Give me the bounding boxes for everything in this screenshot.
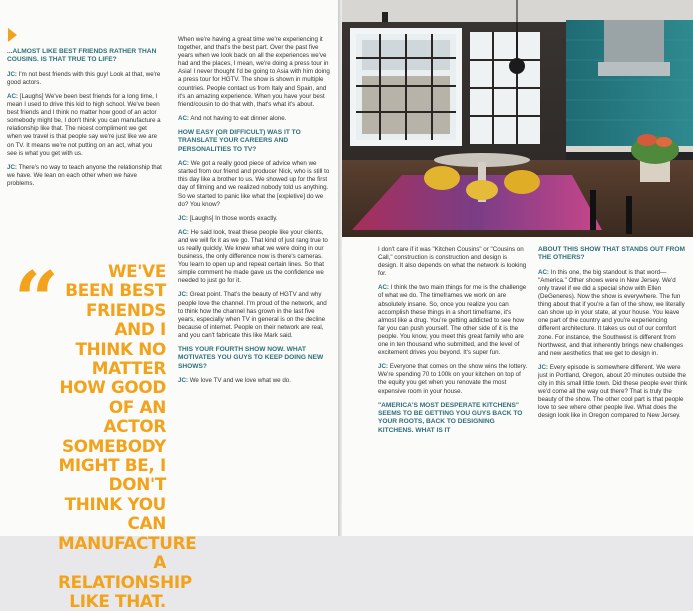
- answer-paragraph: [538, 269, 688, 358]
- speaker-label: AC:: [538, 268, 549, 276]
- answer-paragraph: [178, 229, 330, 286]
- answer-text: Every episode is somewhere different. We were just in Portland, Oregon, about 20 minutes outside the city in this small little town. Did these people ever think we'd come all the way out there? That is truly the beauty of the show. The other cool part is that people love to see where other people live. What does the design look like in Oregon compared to New Jersey.: [538, 363, 688, 420]
- right-page: [342, 0, 693, 536]
- speaker-label: JC:: [178, 214, 188, 222]
- answer-text: We love TV and we love what we do.: [187, 377, 291, 385]
- question-heading: ABOUT THIS SHOW THAT STANDS OUT FROM THE OTHERS?: [538, 246, 686, 262]
- answer-text: There's no way to teach anyone the relationship that we have. We lean on each other when we have problems.: [7, 163, 162, 187]
- speaker-label: JC:: [7, 163, 17, 171]
- answer-text: Great point. That's the beauty of HGTV and why people love the channel. I'm proud of the network, and to think how the channel has grown in the last five years, especially when TV in general is on the decline because of internet. People on their network are real, and you can't fabricate this like Mark said.: [178, 291, 327, 339]
- right-column-1: [378, 246, 528, 441]
- speaker-label: JC:: [538, 363, 548, 371]
- answer-text: We got a really good piece of advice when we started from our friend and producer Nick, who is still to this day like a brother to us. We showed up for the first day of filming and we realized nobody told us anything. So we started to panic like what the [expletive] do we do? You know?: [178, 160, 330, 208]
- speaker-label: AC:: [178, 228, 189, 236]
- answer-text: [Laughs] We've been best friends for a long time, I mean I used to drive this kid to high school. We've been best friends and I think no matter how good of an actor somebody might be, I don't think you can manufacture a relationship like that. The nicest compliment we get when we travel is that people say we're just like we are on TV. It means we're not putting on an act, what you see is what you get with us.: [7, 93, 161, 157]
- body-paragraph: I don't care if it was "Kitchen Cousins" or "Cousins on Call," construction is construction and design is design. It also depends on what the network is looking for.: [378, 246, 527, 278]
- answer-paragraph: [178, 215, 330, 223]
- answer-text: [Laughs] In those words exactly.: [187, 214, 278, 222]
- answer-paragraph: [538, 364, 688, 421]
- answer-text: In this one, the big standout is that word— "America." Other shows were in New Jersey. We'd only travel if we did a special show with Ellen (DeGeneres). Now the show is everywhere. The fun thing about that if you're a fan of the show, we literally can show up in your state, at your house. You leave one part of the country and you're experiencing different architecture. It takes us out of our comfort zone. For instance, the Southwest is different from Northwest, and that inherently brings new challenges and new aesthetics that we get to design in.: [538, 268, 685, 357]
- pull-quote: WE'VE BEEN BEST FRIENDS AND I THINK NO MATTER HOW GOOD OF AN ACTOR SOMEBODY MIGHT BE, I DON'T THINK YOU CAN MANUFACTURE A RELATIONSHIP LIKE THAT.: [58, 261, 197, 611]
- right-column-2: [538, 246, 688, 427]
- question-heading: HOW EASY (OR DIFFICULT) WAS IT TO TRANSLATE YOUR CAREERS AND PERSONALITIES TO TV?: [178, 128, 301, 153]
- question-heading: ...ALMOST LIKE BEST FRIENDS RATHER THAN COUSINS. IS THAT TRUE TO LIFE?: [7, 48, 157, 64]
- left-column-1: [7, 48, 163, 194]
- answer-paragraph: [178, 115, 330, 123]
- section-arrow-icon: [8, 28, 17, 42]
- speaker-label: AC:: [378, 284, 389, 292]
- answer-paragraph: [378, 284, 528, 357]
- left-column-2: [178, 36, 330, 391]
- question-heading: "AMERICA'S MOST DESPERATE KITCHENS" SEEMS TO BE GETTING YOU GUYS BACK TO YOUR ROOTS, BACK TO DESIGNING KITCHENS. WHAT IS IT: [378, 401, 523, 434]
- answer-paragraph: [7, 93, 163, 158]
- kitchen-photo: [342, 0, 693, 237]
- speaker-label: AC:: [7, 93, 18, 100]
- speaker-label: JC:: [178, 377, 188, 385]
- answer-text: He said look, treat these people like your clients, and we will fix it as we go. That kind of just rang true to us really quickly. We knew what we were doing in our business, the only difference now is there's cameras. You learn to open up and repeat certain lines. So that simple comment he made gave us the confidence we needed to just go for it.: [178, 228, 328, 285]
- speaker-label: AC:: [178, 160, 189, 168]
- body-paragraph: When we're having a great time we're experiencing it together, and that's the best part. Over the past five years when we look back on all the experiences we've had and the places, I mean, we're doing a press tour in Asia! I never thought I'd be going to Asia with him doing a press tour for HGTV. The show is shown in multiple countries. People contact us from Italy and Spain, and it's an amazing experience. When you have your best friend/cousin to do that with, that's what it's about.: [178, 36, 330, 108]
- left-page: [0, 0, 338, 611]
- quote-mark-icon: “: [14, 255, 59, 346]
- speaker-label: AC:: [178, 114, 189, 122]
- answer-paragraph: [178, 377, 330, 385]
- answer-text: I think the two main things for me is the challenge of what we do. The timeframes we work on are absolutely insane. So, once you realize you can accomplish these things in a short timeframe, it's almost like a drug. You're getting addicted to see how far you can push yourself. The other side of it is the people. You know, you meet this great family who are one in ten thousand who submitted, and the level of excitement drives you beyond. It's super fun.: [378, 284, 527, 357]
- speaker-label: JC:: [378, 363, 388, 371]
- answer-paragraph: [7, 164, 163, 188]
- answer-paragraph: [178, 291, 330, 340]
- answer-text: Everyone that comes on the show wins the lottery. We're spending 70 to 100k on your kitchen on top of the equity you get when you renovate the most expensive room in your house.: [378, 363, 528, 395]
- speaker-label: JC:: [7, 70, 17, 78]
- answer-paragraph: [7, 71, 163, 87]
- answer-text: I'm not best friends with this guy! Look at that, we're good actors.: [7, 70, 161, 86]
- answer-paragraph: [378, 363, 528, 395]
- question-heading: THIS YOUR FOURTH SHOW NOW. WHAT MOTIVATES YOU GUYS TO KEEP DOING NEW SHOWS?: [178, 346, 324, 370]
- speaker-label: JC:: [178, 291, 188, 299]
- answer-paragraph: [178, 160, 330, 209]
- answer-text: And not having to eat dinner alone.: [189, 114, 287, 122]
